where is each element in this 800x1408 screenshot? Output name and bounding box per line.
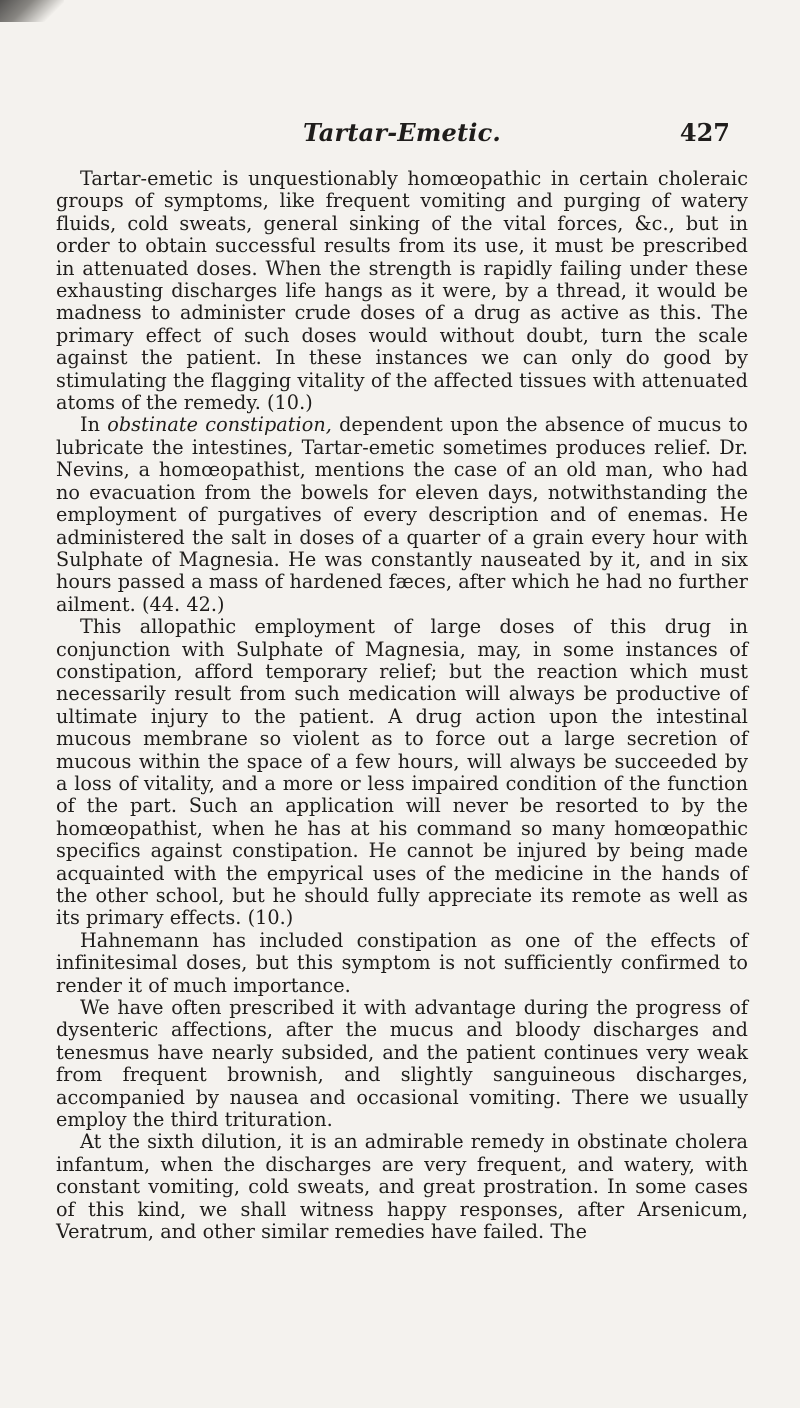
paragraph-cholera-infantum: At the sixth dilution, it is an admirable remedy in obstinate cholera infantum, when the discharges are very frequent, and watery, with constant vomiting, cold sweats, and great prostration. In some cases of this kind, we shall witness happy responses, after Arsenicum, Veratrum, and other similar remedies have failed. The — [56, 1130, 748, 1244]
paragraph-prefix: In — [80, 413, 108, 437]
paragraph-allopathic: This allopathic employment of large doses of this drug in conjunction with Sulphate of Magnesia, may, in some instances of constipation, afford temporary relief; but the reaction which must necessarily result from such medication will always be productive of ultimate injury to the patient. A drug action upon the intestinal mucous membrane so violent as to force out a large secretion of mucous within the space of a few hours, will always be succeeded by a loss of vitality, and a more or less impaired condition of the function of the part. Such an application will never be resorted to by the homœopathist, when he has at his command so many homœopathic specifics against constipation. He cannot be injured by being made acquainted with the empyrical uses of the medicine in the hands of the other school, but he should fully appreciate its remote as well as its primary effects. (10.) — [56, 615, 748, 930]
paragraph-choleraic: Tartar-emetic is unquestionably homœopathic in certain choleraic groups of symptoms, like frequent vomiting and purging of watery fluids, cold sweats, general sinking of the vital forces, &c., but in order to obtain successful results from its use, it must be prescribed in attenuated doses. When the strength is rapidly failing under these exhausting discharges life hangs as it were, by a thread, it would be madness to administer crude doses of a drug as active as this. The primary effect of such doses would without doubt, turn the scale against the patient. In these instances we can only do good by stimulating the flagging vitality of the affected tissues with attenuated atoms of the remedy. (10.) — [56, 167, 748, 415]
paragraph-hahnemann: Hahnemann has included constipation as one of the effects of infinitesimal doses, but this symptom is not sufficiently confirmed to render it of much importance. — [56, 928, 748, 997]
page-corner-shadow — [0, 0, 64, 22]
paragraph-dysenteric: We have often prescribed it with advantage during the progress of dysenteric affections, after the mucus and bloody discharges and tenesmus have nearly subsided, and the patient continues very weak from frequent brownish, and slightly sanguineous discharges, accompanied by nausea and occasional vomiting. There we usually employ the third trituration. — [56, 996, 748, 1132]
italic-term: obstinate constipation, — [107, 413, 332, 437]
paragraph-continuation: dependent upon the absence of mucus to lubricate the intestines, Tartar-emetic sometimes produces relief. Dr. Nevins, a homœopathist, mentions the case of an old man, who had no evacuation from the bowels for eleven days, notwithstanding the employment of purgatives of every description and of enemas. He administered the salt in doses of a quarter of a grain every hour with Sulphate of Magnesia. He was constantly nauseated by it, and in six hours passed a mass of hardened fæces, after which he had no further ailment. (44. 42.) — [56, 413, 748, 616]
body-text — [56, 168, 748, 1244]
running-header — [56, 118, 748, 150]
paragraph-constipation — [56, 414, 748, 616]
page-number: 427 — [679, 118, 730, 147]
running-title: Tartar-Emetic. — [303, 118, 501, 147]
